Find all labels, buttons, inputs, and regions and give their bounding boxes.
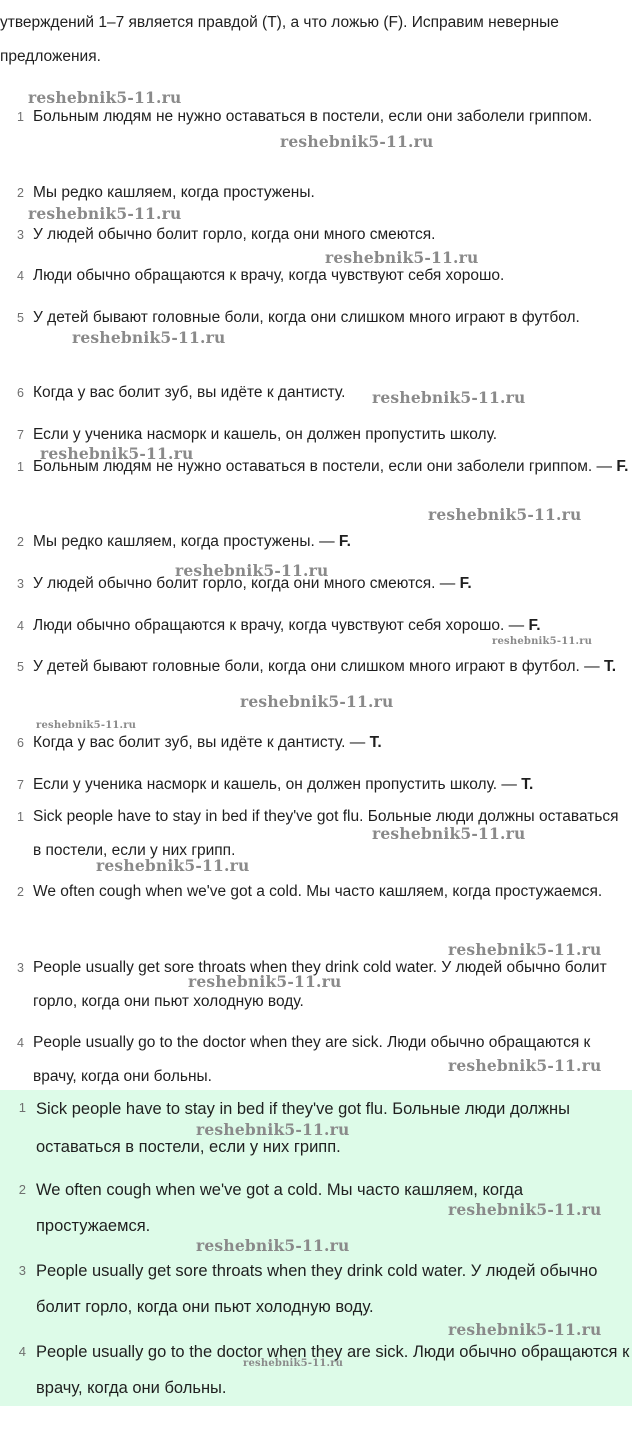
item-text	[33, 768, 629, 802]
answer-mark: T.	[603, 658, 617, 675]
item-number: 2	[18, 1182, 26, 1197]
statement-text: Люди обычно обращаются к врачу, когда чувствуют себя хорошо. —	[33, 617, 529, 634]
watermark: reshebnik5-11.ru	[188, 972, 342, 991]
item-text: Мы редко кашляем, когда простужены.	[33, 184, 315, 201]
statement-text: Если у ученика насморк и кашель, он должен пропустить школу. —	[33, 776, 522, 793]
watermark: reshebnik5-11.ru	[240, 692, 394, 711]
item-text: У людей обычно болит горло, когда они много смеются.	[33, 226, 436, 243]
watermark: reshebnik5-11.ru	[243, 1358, 344, 1369]
intro-text-line-2: предложения.	[0, 48, 101, 65]
watermark: reshebnik5-11.ru	[36, 720, 137, 731]
statement-text: Больным людям не нужно оставаться в постели, если они заболели гриппом. —	[33, 458, 617, 475]
item-number: 1	[17, 460, 24, 474]
answer-mark: F.	[459, 575, 472, 592]
item-number: 1	[18, 1100, 26, 1115]
statement-text: Когда у вас болит зуб, вы идёте к дантисту. —	[33, 734, 370, 751]
watermark: reshebnik5-11.ru	[175, 561, 329, 580]
item-text: Больным людям не нужно оставаться в постели, если они заболели гриппом.	[33, 108, 593, 125]
item-number: 4	[17, 619, 24, 633]
item-number: 4	[18, 1344, 26, 1359]
watermark: reshebnik5-11.ru	[448, 1320, 602, 1339]
watermark: reshebnik5-11.ru	[372, 824, 526, 843]
answer-mark: F.	[528, 617, 541, 634]
watermark: reshebnik5-11.ru	[40, 444, 194, 463]
item-text	[33, 726, 629, 760]
item-text: People usually get sore throats when they drink cold water. У людей обычно болит горло, когда они пьют холодную воду.	[33, 959, 607, 1010]
watermark: reshebnik5-11.ru	[492, 636, 593, 647]
item-text	[33, 525, 629, 559]
intro-text-line-1: утверждений 1–7 является правдой (T), а что ложью (F). Исправим неверные	[0, 14, 559, 31]
watermark: reshebnik5-11.ru	[280, 132, 434, 151]
answer-mark: T.	[369, 734, 382, 751]
watermark: reshebnik5-11.ru	[325, 248, 479, 267]
item-number: 3	[17, 961, 24, 975]
answer-mark: T.	[521, 776, 534, 793]
item-text: People usually go to the doctor when they are sick. Люди обычно обращаются к врачу, когда они больны.	[33, 1034, 591, 1085]
statement-text: У детей бывают головные боли, когда они слишком много играют в футбол. —	[33, 658, 604, 675]
item-text: We often cough when we've got a cold. Мы часто кашляем, когда простужаемся.	[36, 1181, 524, 1235]
item-text: Sick people have to stay in bed if they've got flu. Больные люди должны оставаться в постели, если у них грипп.	[36, 1100, 571, 1156]
watermark: reshebnik5-11.ru	[196, 1120, 350, 1139]
item-number: 3	[17, 228, 24, 242]
item-number: 6	[17, 736, 24, 750]
watermark: reshebnik5-11.ru	[28, 204, 182, 223]
item-number: 2	[17, 885, 24, 899]
item-number: 4	[17, 269, 24, 283]
item-text: Когда у вас болит зуб, вы идёте к дантисту.	[33, 384, 346, 401]
item-number: 1	[17, 110, 24, 124]
item-number: 5	[17, 660, 24, 674]
item-number: 3	[17, 577, 24, 591]
watermark: reshebnik5-11.ru	[428, 505, 582, 524]
item-number: 2	[17, 186, 24, 200]
watermark: reshebnik5-11.ru	[96, 856, 250, 875]
item-text	[33, 650, 629, 684]
item-number: 1	[17, 810, 24, 824]
item-number: 2	[17, 535, 24, 549]
item-number: 4	[17, 1036, 24, 1050]
watermark: reshebnik5-11.ru	[448, 1056, 602, 1075]
item-text	[33, 567, 629, 601]
item-text: People usually get sore throats when they drink cold water. У людей обычно болит горло, когда они пьют холодную воду.	[36, 1262, 598, 1316]
item-number: 7	[17, 428, 24, 442]
item-text: Люди обычно обращаются к врачу, когда чувствуют себя хорошо.	[33, 267, 505, 284]
item-number: 3	[18, 1263, 26, 1278]
item-text: Sick people have to stay in bed if they've got flu. Больные люди должны оставаться в постели, если у них грипп.	[33, 808, 619, 859]
answer-mark: F.	[616, 458, 629, 475]
item-number: 7	[17, 778, 24, 792]
watermark: reshebnik5-11.ru	[28, 88, 182, 107]
watermark: reshebnik5-11.ru	[372, 388, 526, 407]
statement-text: У людей обычно болит горло, когда они много смеются. —	[33, 575, 460, 592]
watermark: reshebnik5-11.ru	[72, 328, 226, 347]
statement-text: Мы редко кашляем, когда простужены. —	[33, 533, 339, 550]
answer-mark: F.	[338, 533, 351, 550]
item-number: 6	[17, 386, 24, 400]
watermark: reshebnik5-11.ru	[448, 1200, 602, 1219]
item-text: People usually go to the doctor when they are sick. Люди обычно обращаются к врачу, когда они больны.	[36, 1343, 630, 1397]
item-text: We often cough when we've got a cold. Мы часто кашляем, когда простужаемся.	[33, 883, 603, 900]
item-text: Если у ученика насморк и кашель, он должен пропустить школу.	[33, 426, 498, 443]
watermark: reshebnik5-11.ru	[196, 1236, 350, 1255]
item-text: У детей бывают головные боли, когда они слишком много играют в футбол.	[33, 309, 580, 326]
item-number: 5	[17, 311, 24, 325]
watermark: reshebnik5-11.ru	[448, 940, 602, 959]
